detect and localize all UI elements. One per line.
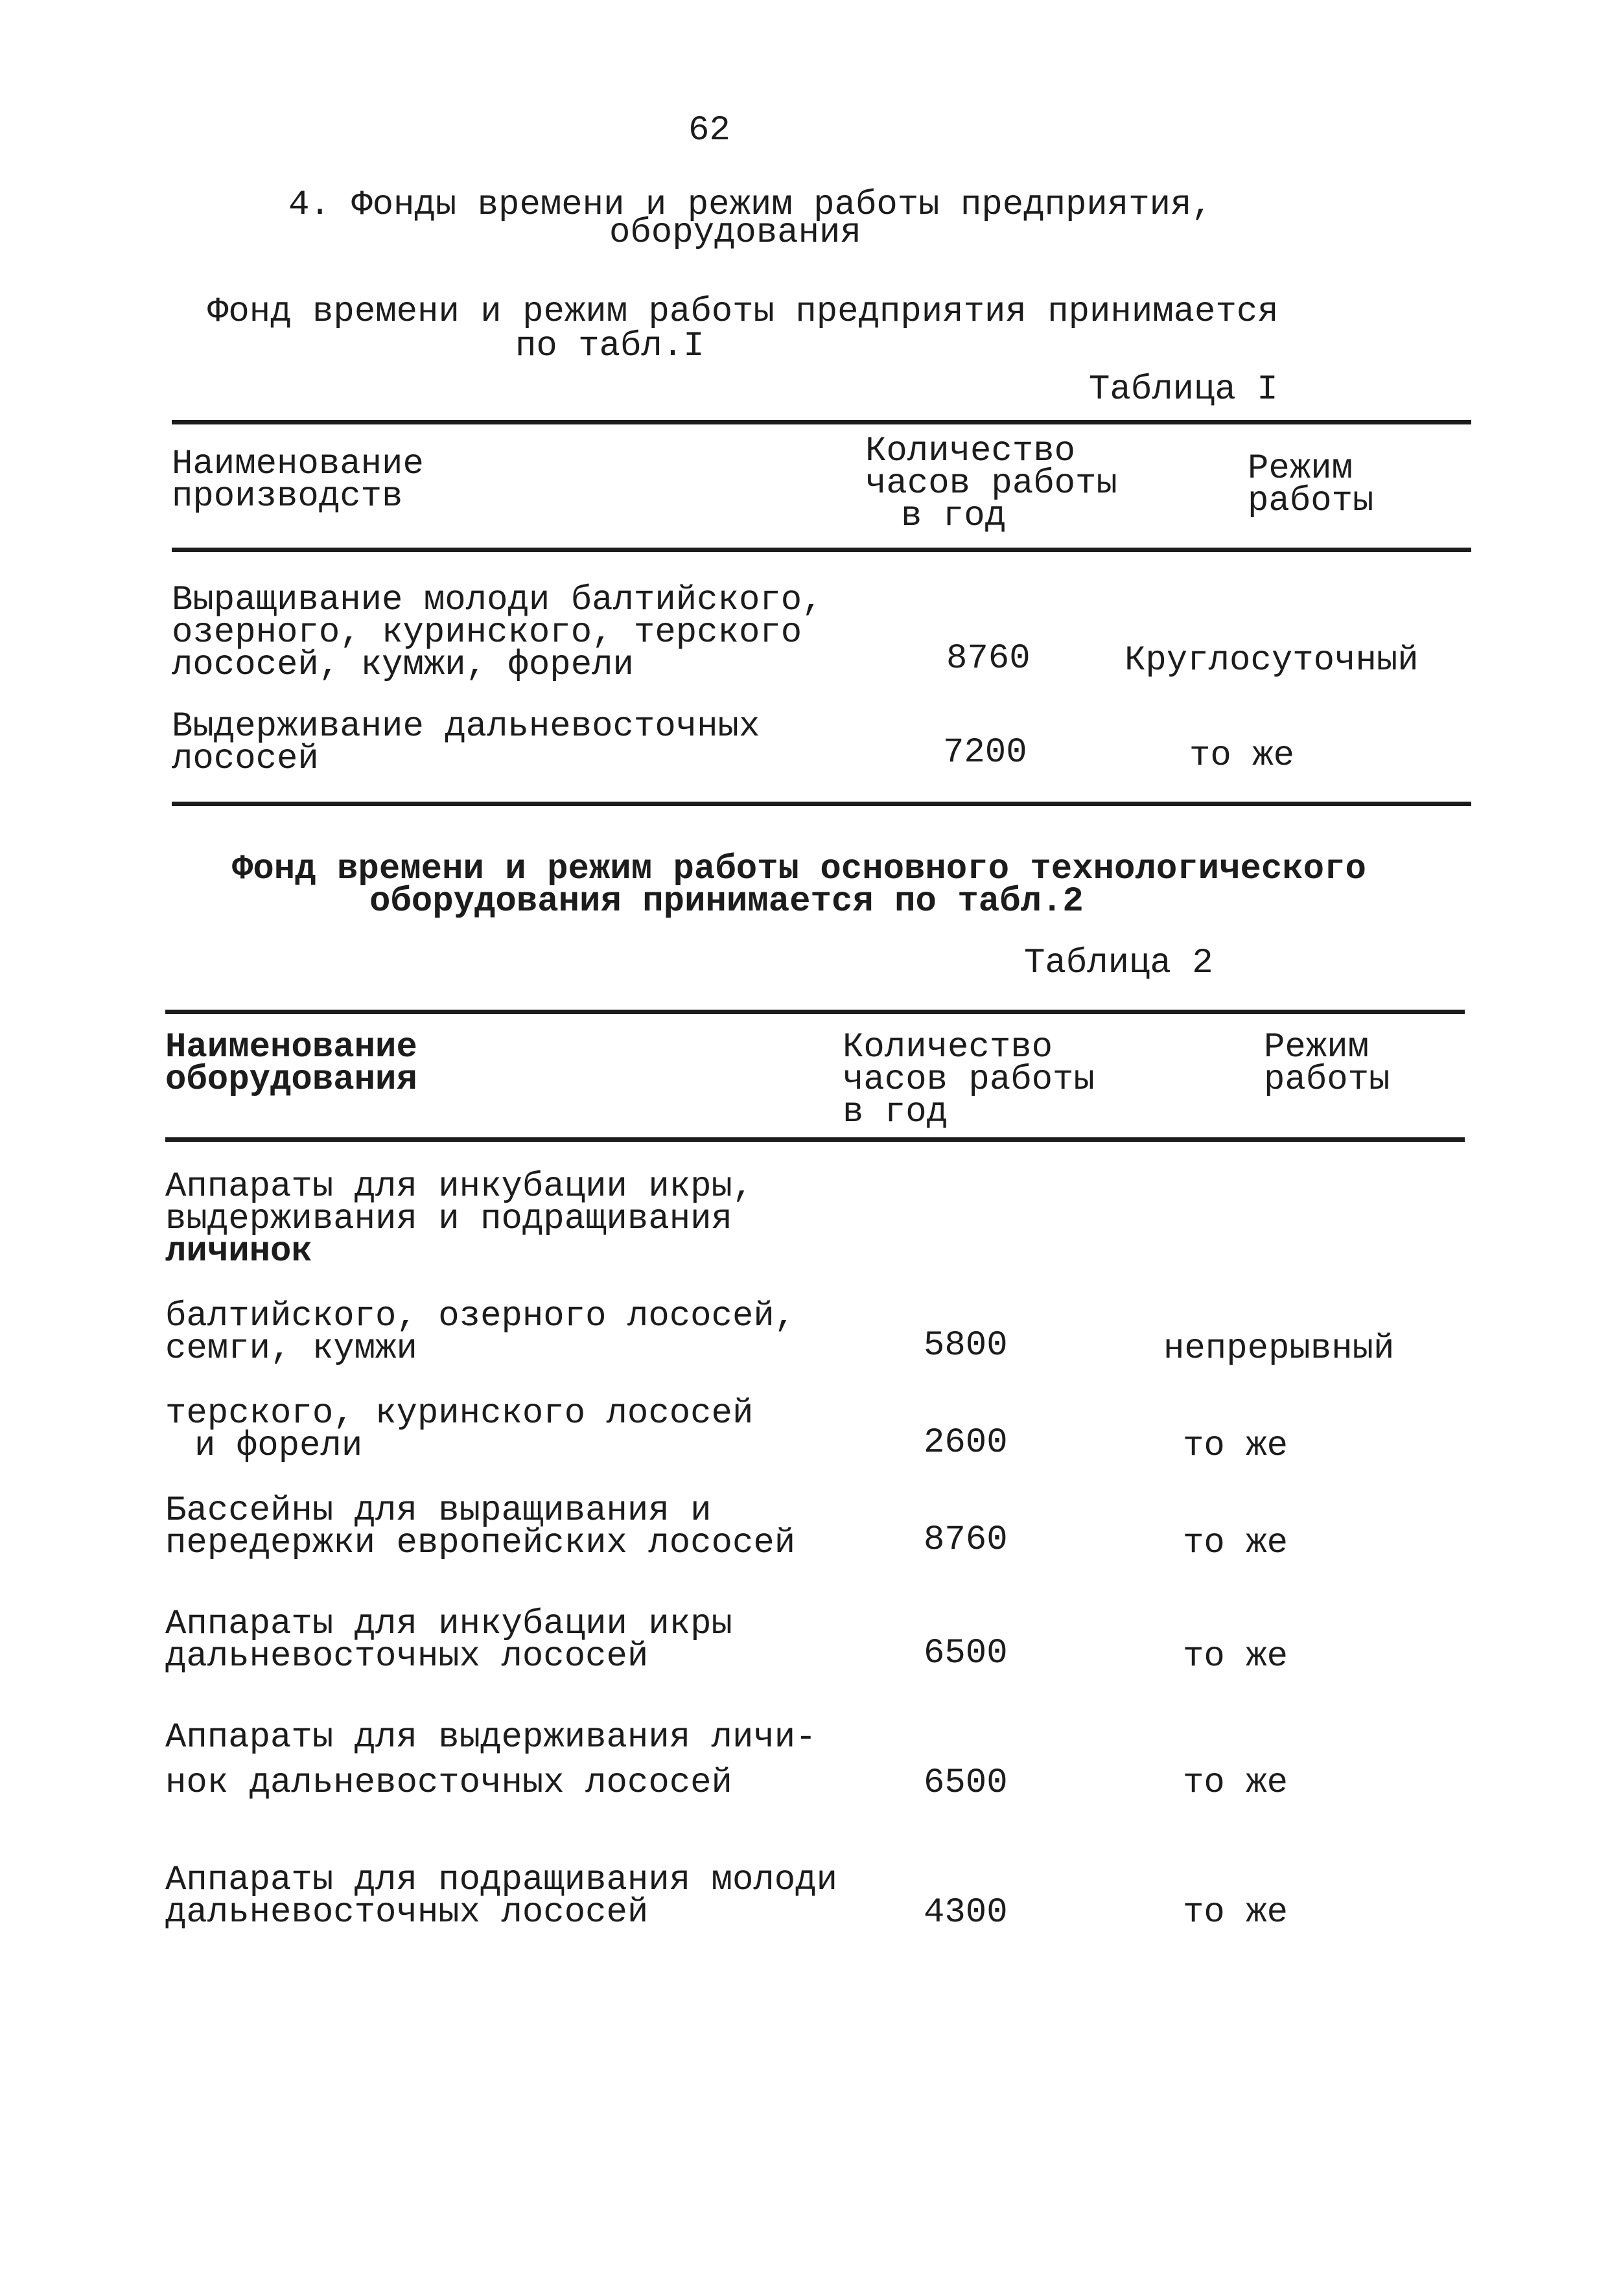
table2-row2-name-line2: и форели [194, 1426, 363, 1466]
table2-group-title-line1: Аппараты для инкубации икры, [165, 1167, 754, 1207]
table2-row2-hours: 2600 [924, 1423, 1008, 1463]
page-number: 62 [688, 111, 730, 150]
table1-header-col1-line2: производств [172, 477, 403, 516]
table1-bottom-rule [172, 802, 1471, 806]
table2-row5-name-line2: нок дальневосточных лососей [165, 1763, 732, 1803]
table2-row4-name-line2: дальневосточных лососей [165, 1637, 649, 1676]
table1-header-col3-line2: работы [1248, 481, 1374, 521]
section-heading-line2: оборудования [609, 213, 861, 253]
table2-row5-mode: то же [1183, 1763, 1288, 1803]
table2-row6-name-line2: дальневосточных лососей [165, 1893, 649, 1932]
table2-group-title-line3: личинок [165, 1232, 312, 1271]
table2-row6-name-line1: Аппараты для подращивания молоди [165, 1861, 837, 1900]
table2-row6-hours: 4300 [924, 1893, 1008, 1932]
table2-row1-hours: 5800 [924, 1326, 1008, 1365]
table2-header-col2-line3: в год [843, 1093, 948, 1132]
table1-row1-mode: Круглосуточный [1124, 641, 1419, 680]
table1-header-col2-line2: часов работы [865, 464, 1117, 504]
table1-header-rule [172, 548, 1471, 552]
table1-row1-name-line3: лососей, кумжи, форели [172, 645, 634, 685]
table2-group-title-line2: выдерживания и подращивания [165, 1200, 732, 1239]
intro1-line2: по табл.I [515, 327, 705, 366]
table2-row5-name-line1: Аппараты для выдерживания личи- [165, 1718, 817, 1757]
table2-row3-hours: 8760 [924, 1520, 1008, 1560]
intro1-line1: Фонд времени и режим работы предприятия принимается [207, 292, 1279, 332]
table2-row4-hours: 6500 [924, 1634, 1008, 1673]
table2-header-col1-line2: оборудования [165, 1060, 417, 1100]
table1-row1-hours: 8760 [946, 639, 1031, 678]
table1-header-col2-line3: в год [901, 496, 1007, 536]
table2-row2-name-line1: терского, куринского лососей [165, 1394, 754, 1433]
table2-row3-name-line2: передержки европейских лососей [165, 1524, 796, 1563]
table2-row1-name-line1: балтийского, озерного лососей, [165, 1297, 796, 1336]
table1-header-col1-line1: Наименование [172, 445, 424, 484]
table2-header-col1-line1: Наименование [165, 1028, 417, 1067]
table2-caption: Таблица 2 [1024, 944, 1213, 983]
table1-header-col2-line1: Количество [865, 432, 1076, 471]
table2-row3-name-line1: Бассейны для выращивания и [165, 1491, 712, 1531]
table1-row2-mode: то же [1189, 736, 1295, 776]
table2-header-col2-line1: Количество [843, 1028, 1053, 1067]
table1-header-col3-line1: Режим [1248, 449, 1353, 489]
table2-header-rule [165, 1137, 1465, 1142]
table1-caption: Таблица I [1089, 370, 1278, 410]
table2-row5-hours: 6500 [924, 1763, 1008, 1803]
table2-top-rule [165, 1010, 1465, 1014]
table2-row1-mode: непрерывный [1163, 1329, 1395, 1369]
table2-header-col2-line2: часов работы [843, 1060, 1095, 1100]
table1-row1-name-line2: озерного, куринского, терского [172, 613, 802, 653]
table2-row1-name-line2: семги, кумжи [165, 1329, 417, 1369]
table2-header-col3-line2: работы [1264, 1060, 1390, 1100]
intro2-line2: оборудования принимается по табл.2 [369, 882, 1084, 922]
table2-row4-mode: то же [1183, 1637, 1288, 1676]
table1-row2-hours: 7200 [943, 733, 1027, 772]
table2-row2-mode: то же [1183, 1426, 1288, 1466]
table1-row1-name-line1: Выращивание молоди балтийского, [172, 581, 823, 620]
table2-row3-mode: то же [1183, 1524, 1288, 1563]
table1-row2-name-line1: Выдерживание дальневосточных [172, 707, 760, 747]
table2-row4-name-line1: Аппараты для инкубации икры [165, 1605, 732, 1644]
table1-row2-name-line2: лососей [172, 739, 319, 779]
table2-row6-mode: то же [1183, 1893, 1288, 1932]
table2-header-col3-line1: Режим [1264, 1028, 1369, 1067]
section-heading-line1: 4. Фонды времени и режим работы предприятия, [288, 185, 1213, 225]
table1-top-rule [172, 420, 1471, 424]
intro2-line1: Фонд времени и режим работы основного технологического [232, 850, 1366, 889]
